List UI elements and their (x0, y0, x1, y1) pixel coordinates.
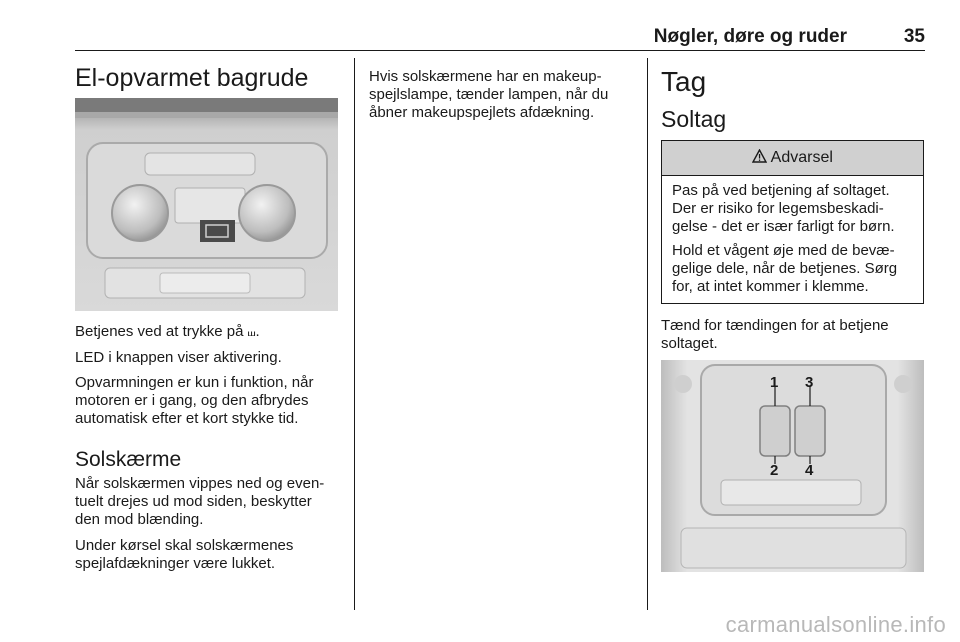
page-number: 35 (903, 26, 925, 47)
paragraph-led: LED i knappen viser aktivering. (75, 349, 282, 366)
warning-title: Advarsel (770, 149, 833, 166)
paragraph-makeup-line2: spejlslampe, tænder lampen, når du (369, 86, 609, 103)
warning-p1-line2: Der er risiko for legemsbeskadi- (672, 200, 884, 217)
column-divider-1 (354, 58, 355, 610)
column-divider-2 (647, 58, 648, 610)
warning-p2-line2: gelige dele, når de betjenes. Sørg (672, 260, 898, 277)
paragraph-visors-line2: tuelt drejes ud mod siden, beskytter (75, 493, 312, 510)
page-header (75, 24, 925, 51)
section-heading-roof: Tag (661, 66, 707, 97)
chapter-title: Nøgler, døre og ruder (653, 26, 847, 47)
paragraph-heating-line3: automatisk efter et kort stykke tid. (75, 410, 299, 427)
paragraph-makeup-line1: Hvis solskærmene har en makeup- (369, 68, 602, 85)
sunroof-switch-photo (661, 360, 924, 572)
figure-label-4: 4 (805, 462, 814, 479)
warning-p1-line3: gelse - det er især farligt for børn. (672, 218, 895, 235)
section-heading-rear-window: El-opvarmet bagrude (75, 64, 309, 92)
paragraph-operate: Betjenes ved at trykke på ⧢. (75, 323, 260, 340)
warning-triangle-icon (752, 149, 771, 166)
paragraph-heating-line1: Opvarmningen er kun i funktion, når (75, 374, 314, 391)
section-heading-sun-visors: Solskærme (75, 448, 182, 471)
paragraph-ignition-line1: Tænd for tændingen for at betjene (661, 317, 889, 334)
figure-label-2: 2 (770, 462, 779, 479)
section-heading-sunroof: Soltag (661, 106, 727, 132)
paragraph-visors-line1: Når solskærmen vippes ned og even- (75, 475, 325, 492)
paragraph-heating-line2: motoren er i gang, og den afbrydes (75, 392, 309, 409)
warning-p2-line3: for, at intet kommer i klemme. (672, 278, 869, 295)
warning-p2-line1: Hold et vågent øje med de bevæ- (672, 242, 895, 259)
figure-label-1: 1 (770, 374, 779, 391)
warning-header (662, 141, 923, 176)
paragraph-ignition-line2: soltaget. (661, 335, 718, 352)
warning-p1-line1: Pas på ved betjening af soltaget. (672, 182, 890, 199)
paragraph-makeup-line3: åbner makeupspejlets afdækning. (369, 104, 595, 121)
rear-window-heater-photo (75, 98, 338, 311)
watermark: carmanualsonline.info (725, 612, 946, 637)
paragraph-mirror-line1: Under kørsel skal solskærmenes (75, 537, 294, 554)
figure-label-3: 3 (805, 374, 814, 391)
warning-box (661, 140, 924, 304)
paragraph-visors-line3: den mod blænding. (75, 511, 204, 528)
paragraph-mirror-line2: spejlafdækninger være lukket. (75, 555, 276, 572)
